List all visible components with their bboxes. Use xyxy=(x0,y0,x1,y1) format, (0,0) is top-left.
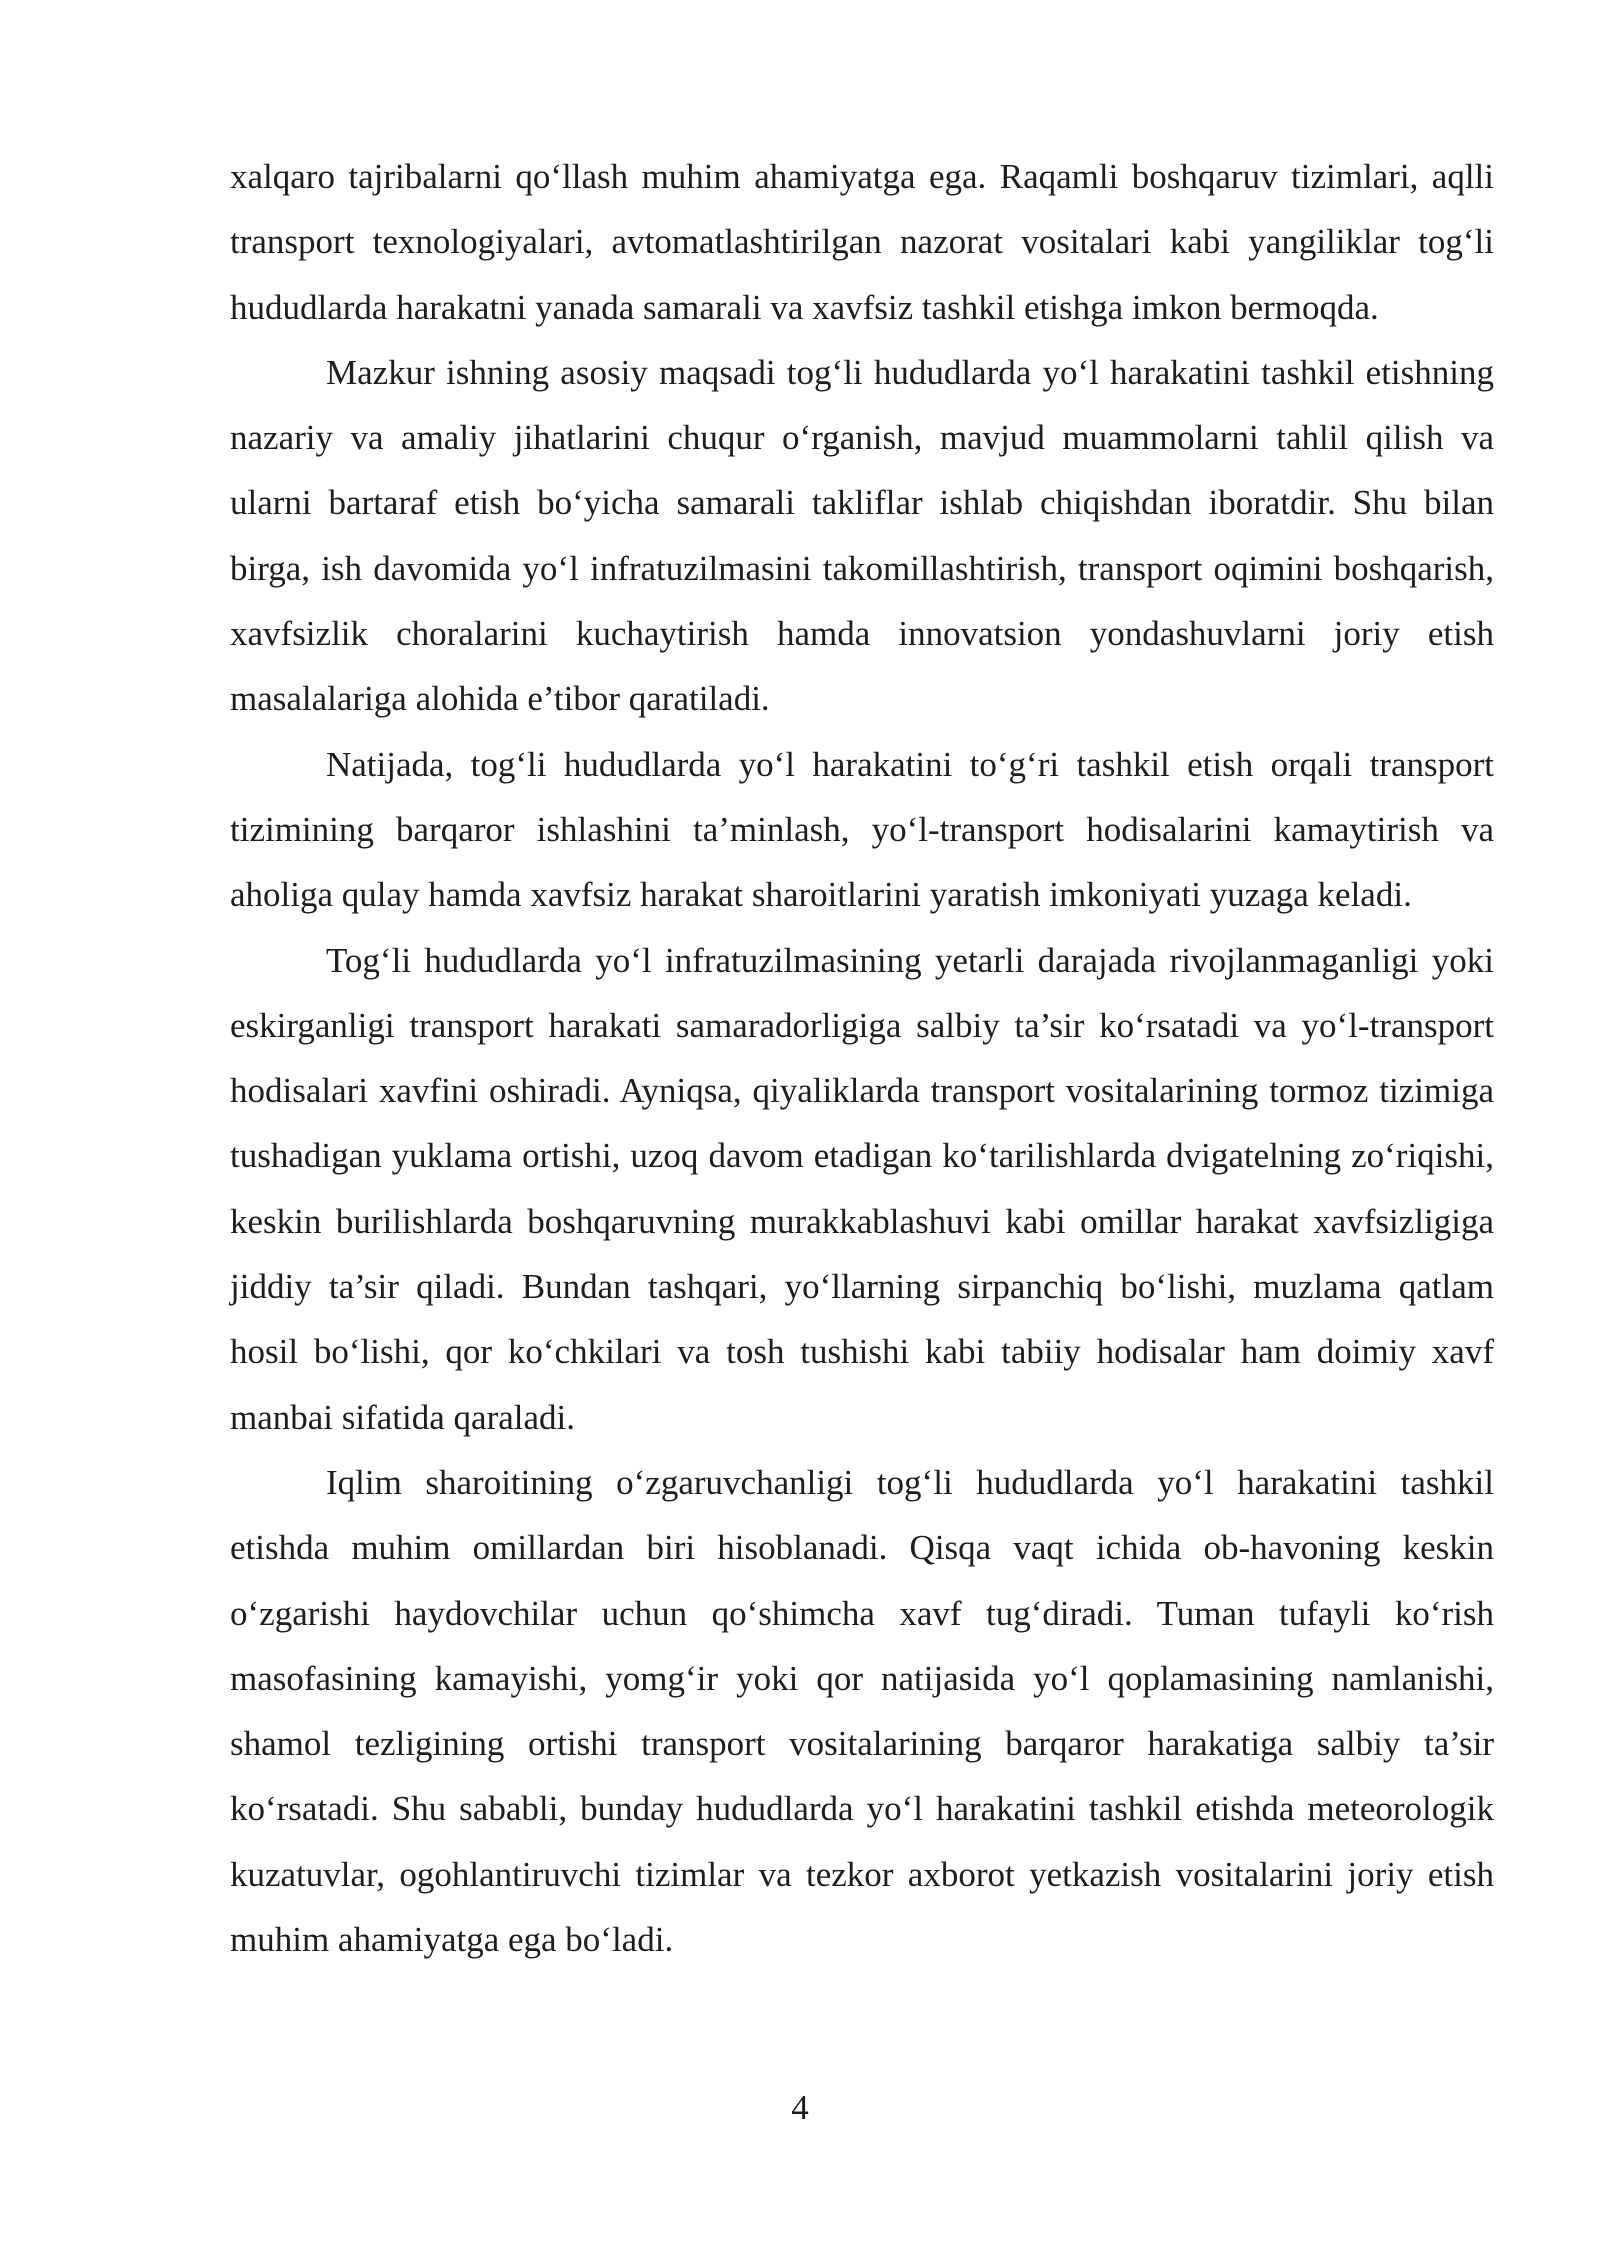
paragraph-continuation: xalqaro tajribalarni qo‘llash muhim ahamiyatga ega. Raqamli boshqaruv tizimlari, aqlli transport texnologiyalari, avtomatlashtirilgan nazorat vositalari kabi yangiliklar tog‘li hududlarda harakatni yanada samarali va xavfsiz tashkil etishga imkon bermoqda. xyxy=(230,157,1494,327)
paragraph-climate: Iqlim sharoitining o‘zgaruvchanligi tog‘li hududlarda yo‘l harakatini tashkil etishda muhim omillardan biri hisoblanadi. Qisqa vaqt ichida ob-havoning keskin o‘zgarishi haydovchilar uchun qo‘shimcha xavf tug‘diradi. Tuman tufayli ko‘rish masofasining kamayishi, yomg‘ir yoki qor natijasida yo‘l qoplamasining namlanishi, shamol tezligining ortishi transport vositalarining barqaror harakatiga salbiy ta’sir ko‘rsatadi. Shu sababli, bunday hududlarda yo‘l harakatini tashkil etishda meteorologik kuzatuvlar, ogohlantiruvchi tizimlar va tezkor axborot yetkazish vositalarini joriy etish muhim ahamiyatga ega bo‘ladi. xyxy=(230,1462,1494,1960)
paragraph-purpose: Mazkur ishning asosiy maqsadi tog‘li hududlarda yo‘l harakatini tashkil etishning nazariy va amaliy jihatlarini chuqur o‘rganish, mavjud muammolarni tahlil qilish va ularni bartaraf etish bo‘yicha samarali takliflar ishlab chiqishdan iboratdir. Shu bilan birga, ish davomida yo‘l infratuzilmasini takomillashtirish, transport oqimini boshqarish, xavfsizlik choralarini kuchaytirish hamda innovatsion yondashuvlarni joriy etish masalalariga alohida e’tibor qaratiladi. xyxy=(230,352,1494,719)
page-number: 4 xyxy=(791,2088,809,2127)
paragraph-infrastructure: Tog‘li hududlarda yo‘l infratuzilmasining yetarli darajada rivojlanmaganligi yoki eskirganligi transport harakati samaradorligiga salbiy ta’sir ko‘rsatadi va yo‘l-transport hodisalari xavfini oshiradi. Ayniqsa, qiyaliklarda transport vositalarining tormoz tizimiga tushadigan yuklama ortishi, uzoq davom etadigan ko‘tarilishlarda dvigatelning zo‘riqishi, keskin burilishlarda boshqaruvning murakkablashuvi kabi omillar harakat xavfsizligiga jiddiy ta’sir qiladi. Bundan tashqari, yo‘llarning sirpanchiq bo‘lishi, muzlama qatlam hosil bo‘lishi, qor ko‘chkilari va tosh tushishi kabi tabiiy hodisalar ham doimiy xavf manbai sifatida qaraladi. xyxy=(230,940,1494,1437)
document-body xyxy=(230,144,1494,1972)
paragraph-result: Natijada, tog‘li hududlarda yo‘l harakatini to‘g‘ri tashkil etish orqali transport tizimining barqaror ishlashini ta’minlash, yo‘l-transport hodisalarini kamaytirish va aholiga qulay hamda xavfsiz harakat sharoitlarini yaratish imkoniyati yuzaga keladi. xyxy=(230,744,1494,915)
